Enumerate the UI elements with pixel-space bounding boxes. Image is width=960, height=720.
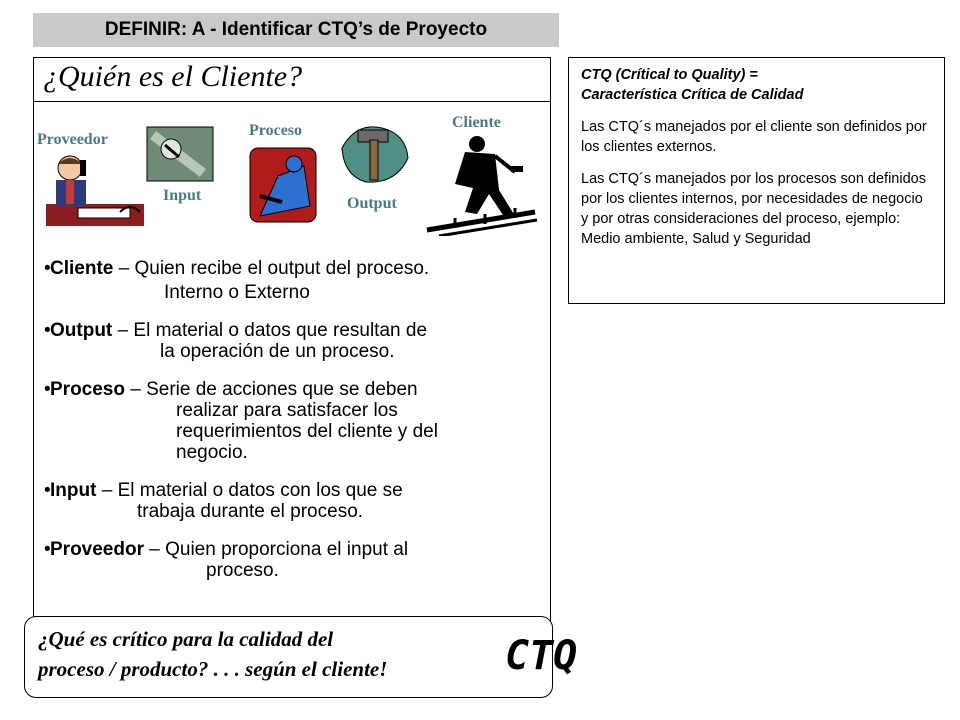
question-heading: ¿Quién es el Cliente? (43, 60, 303, 93)
definition-text-continued: realizar para satisfacer los (176, 400, 398, 421)
definition-text-continued: Interno o Externo (164, 282, 310, 303)
definition-text: El material o datos que resultan de (133, 320, 428, 341)
definition-cliente: • Cliente – Quien recibe el output del proceso. Interno o Externo (44, 258, 430, 303)
definition-proceso: • Proceso – Serie de acciones que se deben realizar para satisfacer los requerimientos del cliente y del negocio. (44, 379, 438, 463)
definition-text: Quien proporciona el input al (165, 539, 409, 560)
term: Proceso (50, 379, 125, 400)
process-worker-icon (248, 146, 318, 224)
ctq-info-box (568, 57, 945, 304)
definition-text-continued: negocio. (176, 442, 248, 463)
label-output: Output (347, 195, 397, 212)
label-proceso: Proceso (249, 122, 303, 139)
page-title: DEFINIR: A - Identificar CTQ’s de Proyecto (33, 13, 559, 47)
ctq-label: CTQ (505, 633, 578, 679)
term: Input (50, 480, 97, 501)
term: Cliente (50, 258, 114, 279)
ctq-definition-title: CTQ (Crítical to Quality) = Característica Crítica de Calidad (581, 67, 804, 103)
definition-text-continued: requerimientos del cliente y del (176, 421, 438, 442)
ctq-external-text: Las CTQ´s manejados por el cliente son definidos por los clientes externos. (581, 119, 927, 155)
client-worker-icon (425, 132, 540, 236)
definition-input: • Input – El material o datos con los que se trabaja durante el proceso. (44, 480, 403, 522)
definition-proveedor: • Proveedor – Quien proporciona el input al proceso. (44, 539, 409, 581)
ctq-internal-text: Las CTQ´s manejados por los procesos son definidos por los clientes internos, por necesidades de negocio y por otras consideraciones del proceso, ejemplo: Medio ambiente, Salud y Seguridad (581, 171, 926, 247)
critical-question: ¿Qué es crítico para la calidad del proceso / producto? . . . según el cliente! (38, 627, 388, 681)
input-wrench-icon (145, 125, 215, 183)
definition-text: Serie de acciones que se deben (146, 379, 418, 400)
definition-text-continued: trabaja durante el proceso. (137, 501, 364, 522)
supplier-clipart-icon (40, 152, 150, 232)
label-proveedor: Proveedor (37, 131, 108, 148)
term: Output (50, 320, 113, 341)
term: Proveedor (50, 539, 144, 560)
definition-output: • Output – El material o datos que resultan de la operación de un proceso. (44, 320, 428, 362)
definition-text: Quien recibe el output del proceso. (134, 258, 430, 279)
definition-text-continued: la operación de un proceso. (160, 341, 395, 362)
definitions-list (44, 258, 544, 598)
output-hammer-icon (336, 118, 414, 190)
definition-text: El material o datos con los que se (117, 480, 403, 501)
label-cliente: Cliente (452, 114, 501, 131)
definition-text-continued: proceso. (206, 560, 279, 581)
label-input: Input (163, 187, 202, 204)
divider (33, 101, 551, 102)
